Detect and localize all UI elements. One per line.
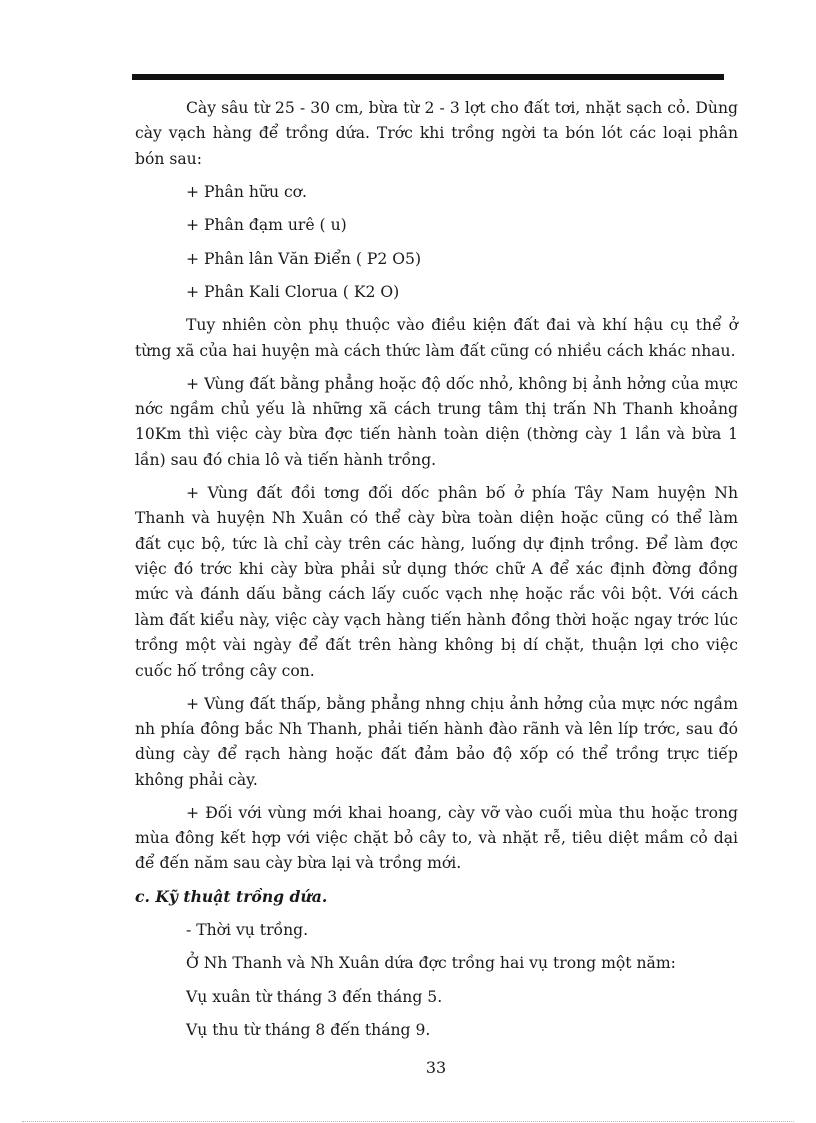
list-item: + Phân Kali Clorua ( K2 O) — [186, 282, 400, 301]
paragraph: + Vùng đất thấp, bằng phẳng nhng chịu ảnh hởng của mực nớc ngầm nh phía đông bắc Nh Thanh, phải tiến hành đào rãnh và lên líp trớc, sau đó dùng cày để rạch hàng hoặc đất đảm bảo độ xốp có thể trồng trực tiếp không phải cày. — [135, 694, 738, 789]
section-heading: c. Kỹ thuật trồng dứa. — [135, 887, 328, 907]
list-item: Vụ xuân từ tháng 3 đến tháng 5. — [186, 987, 443, 1006]
list-item: - Thời vụ trồng. — [186, 920, 309, 939]
list-item: Ở Nh Thanh và Nh Xuân dứa đợc trồng hai vụ trong một năm: — [186, 954, 676, 973]
list-item: + Phân hữu cơ. — [186, 182, 308, 201]
list-item: Vụ thu từ tháng 8 đến tháng 9. — [186, 1021, 431, 1039]
paragraph: + Vùng đất bằng phẳng hoặc độ dốc nhỏ, không bị ảnh hởng của mực nớc ngầm chủ yếu là những xã cách trung tâm thị trấn Nh Thanh khoảng 10Km thì việc cày bừa đợc tiến hành toàn diện (thờng cày 1 lần và bừa 1 lần) sau đó chia lô và tiến hành trồng. — [135, 374, 738, 469]
paragraph: Cày sâu từ 25 - 30 cm, bừa từ 2 - 3 lợt cho đất tơi, nhặt sạch cỏ. Dùng cày vạch hàng để trồng dứa. Trớc khi trồng ngời ta bón lót các loại phân bón sau: — [135, 99, 738, 168]
paragraph: + Đối với vùng mới khai hoang, cày vỡ vào cuối mùa thu hoặc trong mùa đông kết hợp với việc chặt bỏ cây to, và nhặt rễ, tiêu diệt mầm cỏ dại để đến năm sau cày bừa lại và trồng mới. — [135, 803, 738, 873]
list-item: + Phân đạm urê ( u) — [186, 216, 347, 235]
paragraph: + Vùng đất đồi tơng đối dốc phân bố ở phía Tây Nam huyện Nh Thanh và huyện Nh Xuân có thể cày bừa toàn diện hoặc cũng có thể làm đất cục bộ, tức là chỉ cày trên các hàng, luống dự định trồng. Để làm đợc việc đó trớc khi cày bừa phải sử dụng thớc chữ A để xác định đờng đồng mức và đánh dấu bằng cách lấy cuốc vạch nhẹ hoặc rắc vôi bột. Với cách làm đất kiểu này, việc cày vạch hàng tiến hành đồng thời hoặc ngay trớc lúc trồng một vài ngày để đất trên hàng không bị dí chặt, thuận lợi cho việc cuốc hố trồng cây con. — [135, 483, 738, 680]
page-number: 33 — [425, 1058, 447, 1077]
list-item: + Phân lân Văn Điển ( P2 O5) — [186, 249, 422, 268]
header-rule — [132, 74, 724, 77]
page-bottom-border — [22, 1121, 794, 1122]
paragraph: Tuy nhiên còn phụ thuộc vào điều kiện đất đai và khí hậu cụ thể ở từng xã của hai huyện mà cách thức làm đất cũng có nhiều cách khác nhau. — [135, 316, 738, 360]
page-body — [135, 96, 738, 1051]
